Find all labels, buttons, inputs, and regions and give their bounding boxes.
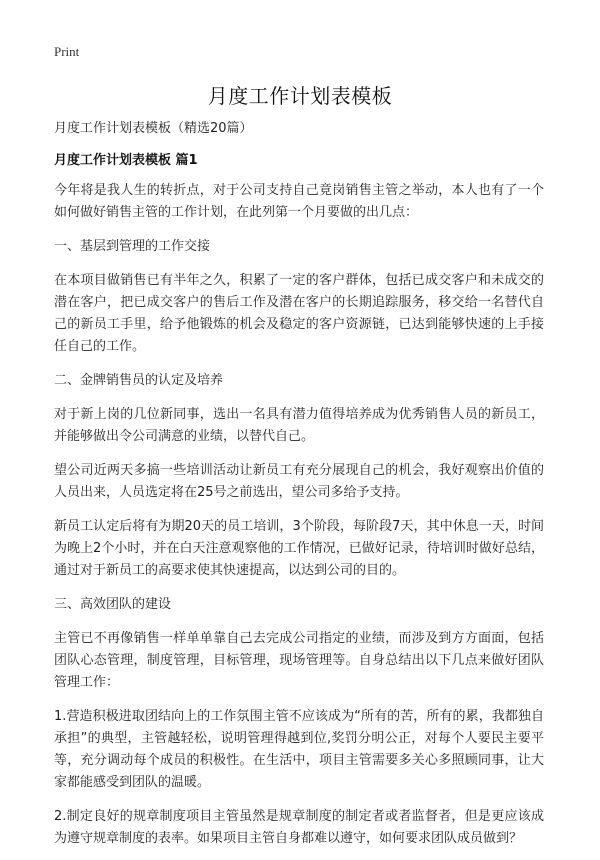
paragraph-team-management: 主管已不再像销售一样单单靠自己去完成公司指定的业绩，而涉及到方方面面，包括团队心态管理，制度管理，目标管理，现场管理等。自身总结出以下几点来做好团队管理工作：	[54, 631, 544, 690]
paragraph-rules: 2.制定良好的规章制度项目主管虽然是规章制度的制定者或者监督者，但是更应该成为遵守规章制度的表率。如果项目主管自身都难以遵守，如何要求团队成员做到？	[54, 809, 544, 846]
paragraph-training-request: 望公司近两天多搞一些培训活动让新员工有充分展现自己的机会，我好观察出价值的人员出来，人员选定将在25号之前选出，望公司多给予支持。	[54, 463, 544, 500]
section-title: 月度工作计划表模板 篇1	[54, 153, 198, 168]
paragraph-training-plan: 新员工认定后将有为期20天的员工培训，3个阶段，每阶段7天，其中休息一天，时间为晚上2个小时，并在白天注意观察他的工作情况，已做好记录，待培训时做好总结，通过对于新员工的高要求使其快速提高，以达到公司的目的。	[54, 519, 544, 578]
heading-team-building: 三、高效团队的建设	[54, 597, 172, 612]
document-body	[54, 118, 544, 860]
print-link[interactable]: Print	[54, 44, 80, 59]
heading-gold-sales: 二、金牌销售员的认定及培养	[54, 373, 224, 388]
paragraph-handover: 在本项目做销售已有半年之久，积累了一定的客户群体，包括已成交客户和未成交的潜在客户，把已成交客户的售后工作及潜在客户的长期追踪服务，移交给一名替代自己的新员工手里，给予他锻炼的机会及稳定的客户资源链，已达到能够快速的上手接任自己的工作。	[54, 273, 544, 354]
paragraph-atmosphere: 1.营造积极进取团结向上的工作氛围主管不应该成为“所有的苦，所有的累，我都独自承担”的典型，主管越轻松，说明管理得越到位,奖罚分明公正，对每个人要民主要平等，充分调动每个成员的积极性。在生活中，项目主管需要多关心多照顾同事，让大家都能感受到团队的温暖。	[54, 709, 544, 790]
document-title: 月度工作计划表模板	[207, 84, 393, 108]
heading-handover: 一、基层到管理的工作交接	[54, 239, 211, 254]
document-subtitle: 月度工作计划表模板（精选20篇）	[54, 121, 253, 136]
paragraph-intro: 今年将是我人生的转折点，对于公司支持自己竟岗销售主管之举动，本人也有了一个如何做好销售主管的工作计划，在此列第一个月要做的出几点：	[54, 183, 544, 220]
paragraph-new-staff: 对于新上岗的几位新同事，选出一名具有潜力值得培养成为优秀销售人员的新员工，并能够做出令公司满意的业绩，以替代自己。	[54, 407, 544, 444]
